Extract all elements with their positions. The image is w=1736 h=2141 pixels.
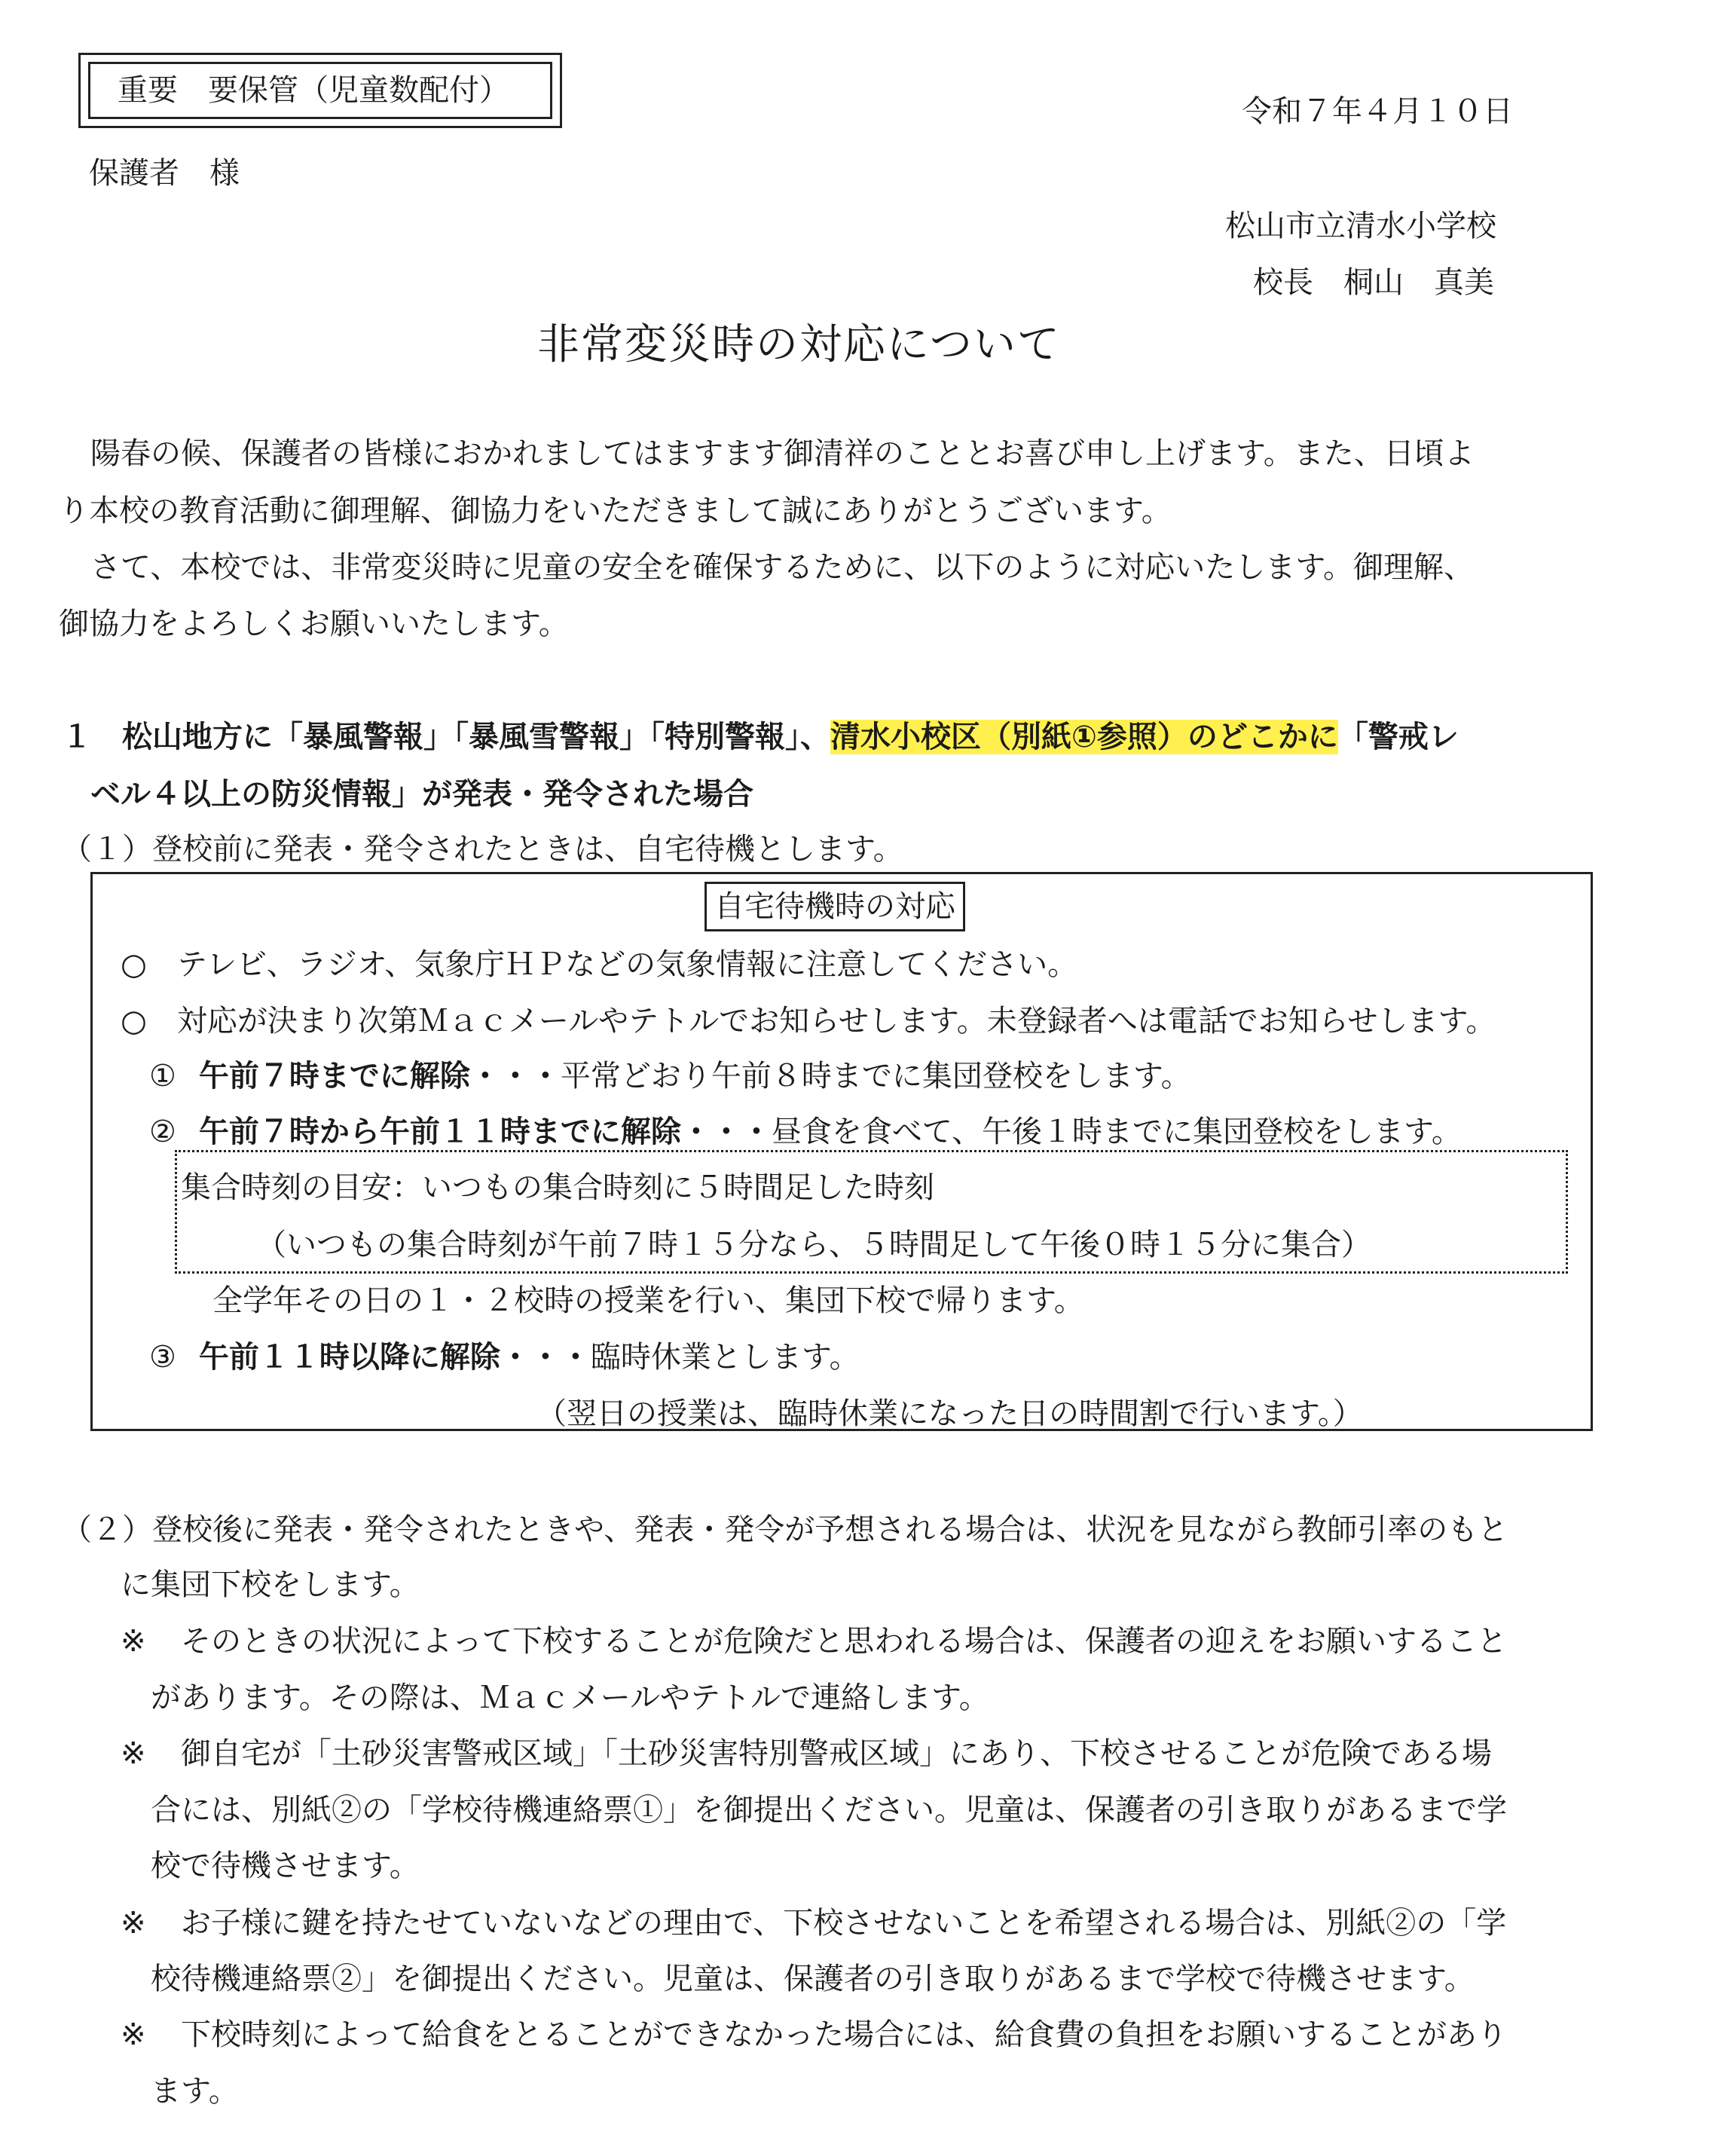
box-item-1 [149, 1061, 1191, 1091]
item-2-after: 全学年その日の１・２校時の授業を行い、集団下校で帰ります。 [212, 1283, 1084, 1318]
item-3-note: （翌日の授業は、臨時休業になった日の時間割で行います。） [536, 1396, 1363, 1431]
note-2-line2: 合には、別紙②の「学校待機連絡票①」を御提出ください。児童は、保護者の引き取りがあるまで学 [151, 1793, 1507, 1827]
intro-p2-line1: さて、本校では、非常変災時に児童の安全を確保するために、以下のように対応いたします。御理解、 [90, 550, 1474, 585]
intro-p1-line2: り本校の教育活動に御理解、御協力をいただきまして誠にありがとうございます。 [59, 494, 1172, 528]
item-1-condition: 午前７時までに解除・・・ [198, 1059, 561, 1093]
box-bullet-2: ○ 対応が決まり次第Ｍａｃメールやテトルでお知らせします。未登録者へは電話でお知らせします。 [121, 1004, 1496, 1038]
section1-heading-line2: ベル４以上の防災情報」が発表・発令された場合 [90, 777, 753, 812]
note-4-mark: ※ [121, 2017, 146, 2052]
note-4-line1: 下校時刻によって給食をとることができなかった場合には、給食費の負担をお願いすることがあり [181, 2017, 1507, 2052]
school-name: 松山市立清水小学校 [1225, 209, 1496, 243]
principal-name: 校長 桐山 真美 [1253, 265, 1494, 300]
item-3-condition: 午前１１時以降に解除・・・ [198, 1340, 591, 1375]
home-standby-box-label: 自宅待機時の対応 [704, 882, 965, 931]
item-1-number: ① [149, 1059, 176, 1093]
stamp-text: 重要 要保管（児童数配付） [118, 73, 509, 108]
note-4-line2: ます。 [151, 2074, 239, 2109]
note-3-line2: 校待機連絡票②」を御提出ください。児童は、保護者の引き取りがあるまで学校で待機させます。 [151, 1962, 1475, 1996]
intro-p1-line1: 陽春の候、保護者の皆様におかれましてはますます御清祥のこととお喜び申し上げます。また、日頃よ [90, 436, 1475, 471]
stamp-box [78, 53, 562, 128]
item-2-number: ② [149, 1115, 176, 1149]
note-2-line3: 校で待機させます。 [151, 1849, 420, 1883]
section1-heading-a: １ 松山地方に「暴風警報」「暴風雪警報」「特別警報」、 [62, 720, 830, 754]
page-title: 非常変災時の対応について [537, 320, 1061, 369]
section1-heading [62, 722, 1459, 752]
note-1-mark: ※ [121, 1624, 146, 1659]
note-3-line1: お子様に鍵を持たせていないなどの理由で、下校させないことを希望される場合は、別紙②の「学 [181, 1906, 1507, 1941]
gathering-time-note-line1: 集合時刻の目安：いつもの集合時刻に５時間足した時刻 [181, 1170, 934, 1205]
item-3-action: 臨時休業とします。 [590, 1340, 860, 1375]
note-1-line1: そのときの状況によって下校することが危険だと思われる場合は、保護者の迎えをお願いすること [181, 1624, 1507, 1659]
item-2-condition: 午前７時から午前１１時までに解除・・・ [198, 1115, 772, 1149]
item-1-action: 平常どおり午前８時までに集団登校をします。 [560, 1059, 1191, 1093]
note-3-mark: ※ [121, 1906, 146, 1941]
document-date: 令和７年４月１０日 [1242, 94, 1513, 129]
subsection2-line1: （２）登校後に発表・発令されたときや、発表・発令が予想される場合は、状況を見ながら教師引率のもと [62, 1512, 1508, 1547]
section1-heading-highlight: 清水小校区（別紙①参照）のどこかに [830, 720, 1338, 754]
gathering-time-note-line2: （いつもの集合時刻が午前７時１５分なら、５時間足して午後０時１５分に集合） [256, 1228, 1371, 1262]
item-2-action: 昼食を食べて、午後１時までに集団登校をします。 [771, 1115, 1462, 1149]
addressee: 保護者 様 [89, 156, 240, 191]
section1-heading-b: 「警戒レ [1337, 720, 1459, 754]
box-bullet-1: ○ テレビ、ラジオ、気象庁ＨＰなどの気象情報に注意してください。 [121, 947, 1078, 982]
subsection1: （１）登校前に発表・発令されたときは、自宅待機とします。 [62, 832, 903, 867]
note-2-mark: ※ [121, 1736, 146, 1771]
box-item-2 [149, 1117, 1462, 1147]
note-2-line1: 御自宅が「土砂災害警戒区域」「土砂災害特別警戒区域」にあり、下校させることが危険である場 [181, 1736, 1492, 1771]
subsection2-line2: に集団下校をします。 [121, 1568, 420, 1602]
box-item-3 [149, 1340, 860, 1375]
intro-p2-line2: 御協力をよろしくお願いいたします。 [59, 607, 569, 641]
item-3-number: ③ [149, 1340, 176, 1375]
note-1-line2: があります。その際は、Ｍａｃメールやテトルで連絡します。 [151, 1681, 989, 1715]
